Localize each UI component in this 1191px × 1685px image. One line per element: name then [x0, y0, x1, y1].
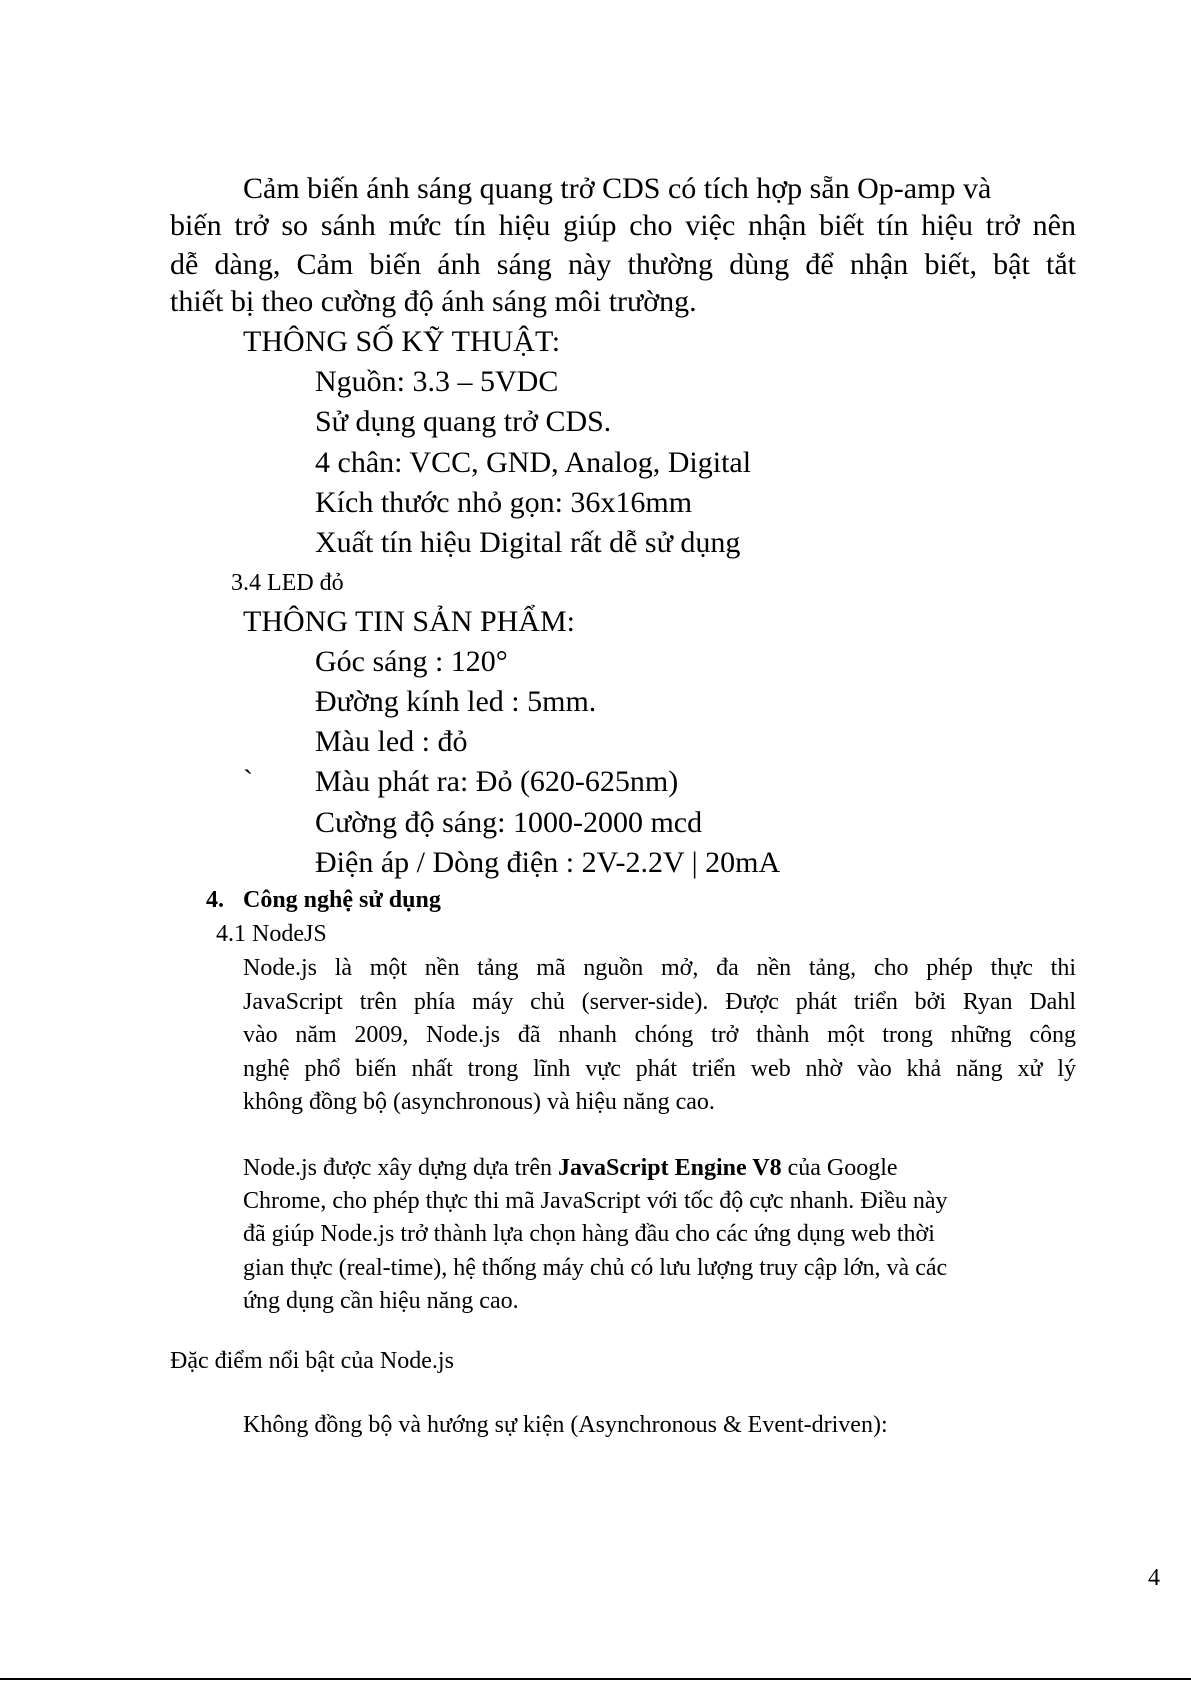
led-item: Điện áp / Dòng điện : 2V-2.2V | 20mA	[315, 846, 781, 879]
nodejs-para2-bold: JavaScript Engine V8	[557, 1155, 782, 1181]
led-item: Màu phát ra: Đỏ (620-625nm)	[315, 765, 679, 798]
nodejs-para2-line: Chrome, cho phép thực thi mã JavaScript với tốc độ cực nhanh. Điều này	[243, 1188, 948, 1214]
nodejs-para1-line: nghệ phổ biến nhất trong lĩnh vực phát triển web nhờ vào khả năng xử lý	[243, 1056, 1076, 1082]
nodejs-para2-first-line	[243, 1156, 898, 1180]
intro-line-1: Cảm biến ánh sáng quang trở CDS có tích hợp sẵn Op-amp và	[243, 172, 992, 205]
led-heading: THÔNG TIN SẢN PHẨM:	[243, 605, 575, 638]
subsection-nodejs-title: 4.1 NodeJS	[216, 921, 327, 947]
section-led-title: 3.4 LED đỏ	[231, 570, 344, 596]
nodejs-para1-line: vào năm 2009, Node.js đã nhanh chóng trở thành một trong những công	[243, 1022, 1076, 1048]
intro-line-2: biến trở so sánh mức tín hiệu giúp cho việc nhận biết tín hiệu trở nên	[170, 209, 1076, 242]
led-item: Góc sáng : 120°	[315, 645, 508, 678]
spec-heading: THÔNG SỐ KỸ THUẬT:	[243, 325, 561, 358]
stray-mark: `	[243, 764, 253, 797]
spec-item: Nguồn: 3.3 – 5VDC	[315, 365, 559, 398]
section-number: 4.	[206, 887, 224, 913]
nodejs-para1-line: JavaScript trên phía máy chủ (server-side). Được phát triển bởi Ryan Dahl	[243, 989, 1076, 1015]
led-item: Đường kính led : 5mm.	[315, 685, 597, 718]
spec-item: Sử dụng quang trở CDS.	[315, 405, 612, 438]
intro-line-3: dễ dàng, Cảm biến ánh sáng này thường dùng để nhận biết, bật tắt	[170, 248, 1076, 281]
nodejs-para2-line: đã giúp Node.js trở thành lựa chọn hàng đầu cho các ứng dụng web thời	[243, 1221, 935, 1247]
spec-item: Xuất tín hiệu Digital rất dễ sử dụng	[315, 526, 741, 559]
nodejs-para2-prefix: Node.js được xây dựng dựa trên	[243, 1155, 558, 1181]
nodejs-para1-line: Node.js là một nền tảng mã nguồn mở, đa nền tảng, cho phép thực thi	[243, 955, 1076, 981]
nodejs-para2-line: ứng dụng cần hiệu năng cao.	[243, 1288, 519, 1314]
spec-item: Kích thước nhỏ gọn: 36x16mm	[315, 486, 693, 519]
bottom-divider	[0, 1678, 1191, 1680]
feature-item: Không đồng bộ và hướng sự kiện (Asynchronous & Event-driven):	[243, 1412, 888, 1438]
page-number: 4	[1148, 1565, 1160, 1591]
led-item: Cường độ sáng: 1000-2000 mcd	[315, 806, 703, 839]
section-tech-title: Công nghệ sử dụng	[243, 887, 441, 913]
nodejs-para2-suffix: của Google	[781, 1155, 898, 1181]
intro-line-4: thiết bị theo cường độ ánh sáng môi trường.	[170, 285, 697, 318]
features-heading: Đặc điểm nổi bật của Node.js	[170, 1348, 454, 1374]
nodejs-para2-line: gian thực (real-time), hệ thống máy chủ có lưu lượng truy cập lớn, và các	[243, 1255, 948, 1281]
led-item: Màu led : đỏ	[315, 725, 468, 758]
nodejs-para1-line: không đồng bộ (asynchronous) và hiệu năng cao.	[243, 1089, 715, 1115]
spec-item: 4 chân: VCC, GND, Analog, Digital	[315, 446, 752, 479]
